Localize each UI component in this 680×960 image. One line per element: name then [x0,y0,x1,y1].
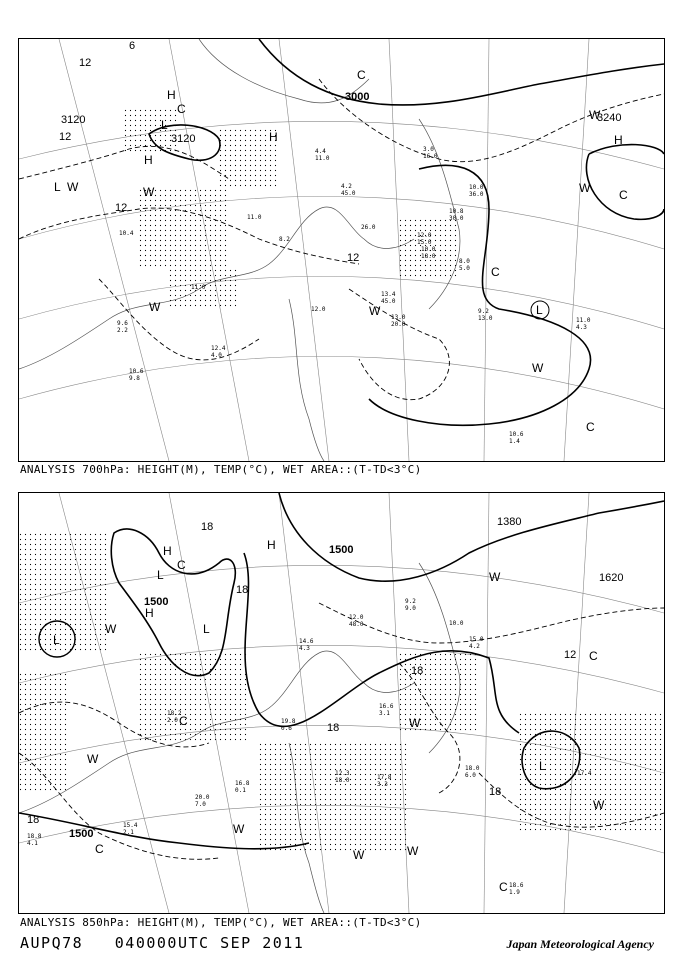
warm-symbol: W [579,181,591,195]
map-850hpa-svg [19,493,664,913]
station-dewpoint-depression: 2.2 [117,327,128,334]
station-dewpoint-depression: 30.0 [449,215,464,222]
station-temp: 11.0 [247,214,262,221]
high-symbol: H [145,606,154,620]
station-temp: 13.0 [391,314,406,321]
station-dewpoint-depression: 4.1 [27,840,38,847]
station-dewpoint-depression: 4.3 [576,324,587,331]
station-dewpoint-depression: 4.3 [299,645,310,652]
station-temp: 4.2 [341,183,352,190]
contour-label: 3240 [597,112,622,124]
station-temp: 11.0 [191,284,206,291]
station-temp: 19.8 [281,718,296,725]
warm-symbol: W [353,848,365,862]
station-temp: 14.6 [299,638,314,645]
contour-label: 12 [79,57,92,69]
coastline-700 [19,39,460,461]
station-temp: 12.0 [417,232,432,239]
warm-symbol: W [105,622,117,636]
station-dewpoint-depression: 18.0 [421,253,436,260]
valid-time: 040000UTC SEP 2011 [114,934,305,952]
low-symbol: L [536,303,543,317]
contour-label: 12 [347,252,360,264]
station-temp: 12.3 [335,770,350,777]
station-temp: 10.6 [129,368,144,375]
cold-symbol: C [357,68,366,82]
cold-symbol: C [586,420,595,434]
low-symbol: L [157,568,164,582]
warm-symbol: W [369,304,381,318]
contour-label: 18 [201,521,214,533]
station-temp: 18.0 [465,765,480,772]
low-symbol: L [53,633,60,647]
contour-label: 18 [327,722,340,734]
contour-label: 6 [129,40,136,52]
contour-label: 12 [59,131,72,143]
station-temp: 18.6 [509,882,524,889]
station-dewpoint-depression: 5.0 [459,265,470,272]
warm-symbol: W [233,822,245,836]
station-temp: 8.0 [459,258,470,265]
station-temp: 10.4 [119,230,134,237]
station-dewpoint-depression: 11.0 [315,155,330,162]
contour-label: 3000 [345,91,370,103]
station-dewpoint-depression: 0.1 [235,787,246,794]
chart-id: AUPQ78 [20,934,84,952]
high-symbol: H [267,538,276,552]
cold-symbol: C [177,102,186,116]
contour-label: 18 [489,786,502,798]
station-temp: 16.8 [235,780,250,787]
high-symbol: H [614,133,623,147]
station-dewpoint-depression: 4.0 [211,352,222,359]
station-dewpoint-depression: 15.0 [417,239,432,246]
warm-symbol: W [67,180,79,194]
cold-symbol: C [619,188,628,202]
station-temp: 9.6 [117,320,128,327]
station-dewpoint-depression: 3.3 [377,781,388,788]
station-dewpoint-depression: 16.0 [423,153,438,160]
warm-symbol: W [532,361,544,375]
contour-label: 18 [411,665,424,677]
station-temp: 16.6 [379,703,394,710]
warm-symbol: W [143,185,155,199]
station-temp: 17.8 [377,774,392,781]
map-panel-850hpa [18,492,665,914]
station-temp: 18.8 [27,833,42,840]
cold-symbol: C [491,265,500,279]
station-temp: 11.0 [576,317,591,324]
warm-symbol: W [149,300,161,314]
station-temp: 15.0 [469,636,484,643]
low-symbol: L [161,118,168,132]
station-dewpoint-depression: 3.1 [379,710,390,717]
cold-symbol: C [589,649,598,663]
high-symbol: H [144,153,153,167]
warm-symbol: W [593,798,605,812]
contour-label: 12 [564,649,577,661]
chart-identifier [20,934,304,952]
temperature-contours-700 [19,79,664,400]
station-dewpoint-depression: 13.0 [478,315,493,322]
station-temp: 10.0 [449,620,464,627]
station-temp: 10.8 [449,208,464,215]
station-dewpoint-depression: 1.4 [509,438,520,445]
agency-name: Japan Meteorological Agency [506,937,654,951]
station-temp: 12.0 [349,614,364,621]
station-dewpoint-depression: 9.8 [129,375,140,382]
station-temp: 15.4 [123,822,138,829]
station-dewpoint-depression: 1.9 [509,889,520,896]
warm-symbol: W [87,752,99,766]
map-700hpa-svg [19,39,664,461]
station-dewpoint-depression: 36.0 [469,191,484,198]
station-dewpoint-depression: 18.0 [335,777,350,784]
low-symbol: L [54,180,61,194]
station-dewpoint-depression: 2.0 [167,717,178,724]
station-temp: 12.0 [311,306,326,313]
station-dewpoint-depression: 26.0 [361,224,376,231]
station-temp: 10.0 [469,184,484,191]
station-dewpoint-depression: 7.0 [195,801,206,808]
map-panel-700hpa [18,38,665,462]
station-temp: 10.0 [421,246,436,253]
warm-symbol: W [489,570,501,584]
warm-symbol: W [407,844,419,858]
station-temp: 18.2 [167,710,182,717]
station-temp: 17.4 [577,770,592,777]
station-temp: 3.0 [423,146,434,153]
contour-label: 1500 [329,544,354,556]
contour-label: 18 [236,584,249,596]
station-dewpoint-depression: 48.0 [349,621,364,628]
warm-symbol: W [409,716,421,730]
station-dewpoint-depression: 45.0 [381,298,396,305]
station-temp: 4.4 [315,148,326,155]
contour-label: 1620 [599,572,624,584]
high-symbol: H [269,130,278,144]
contour-label: 3120 [61,114,86,126]
cold-symbol: C [95,842,104,856]
cold-symbol: C [177,558,186,572]
low-symbol: L [539,759,546,773]
contour-label: 12 [115,202,128,214]
warm-symbol: W [589,108,601,122]
station-dewpoint-depression: 9.0 [405,605,416,612]
station-temp: 8.2 [279,236,290,243]
station-temp: 10.6 [509,431,524,438]
cold-symbol: C [179,714,188,728]
station-temp: 12.4 [211,345,226,352]
contour-label: 18 [27,814,40,826]
panel-caption-850hpa: ANALYSIS 850hPa: HEIGHT(M), TEMP(°C), WET AREA::(T-TD<3°C) [20,916,422,929]
contour-label: 3120 [171,133,196,145]
panel-caption-700hpa: ANALYSIS 700hPa: HEIGHT(M), TEMP(°C), WET AREA::(T-TD<3°C) [20,463,422,476]
station-temp: 9.2 [405,598,416,605]
high-symbol: H [167,88,176,102]
cold-symbol: C [499,880,508,894]
station-temp: 13.4 [381,291,396,298]
contour-label: 1380 [497,516,522,528]
contour-label: 1500 [69,828,94,840]
station-dewpoint-depression: 6.0 [465,772,476,779]
station-dewpoint-depression: 4.2 [469,643,480,650]
station-dewpoint-depression: 0.6 [281,725,292,732]
station-temp: 9.2 [478,308,489,315]
station-dewpoint-depression: 45.0 [341,190,356,197]
station-temp: 20.0 [195,794,210,801]
station-dewpoint-depression: 20.0 [391,321,406,328]
station-dewpoint-depression: 2.1 [123,829,134,836]
low-symbol: L [203,622,210,636]
high-symbol: H [163,544,172,558]
wet-area-850 [19,533,664,853]
contour-label: 1500 [144,596,169,608]
